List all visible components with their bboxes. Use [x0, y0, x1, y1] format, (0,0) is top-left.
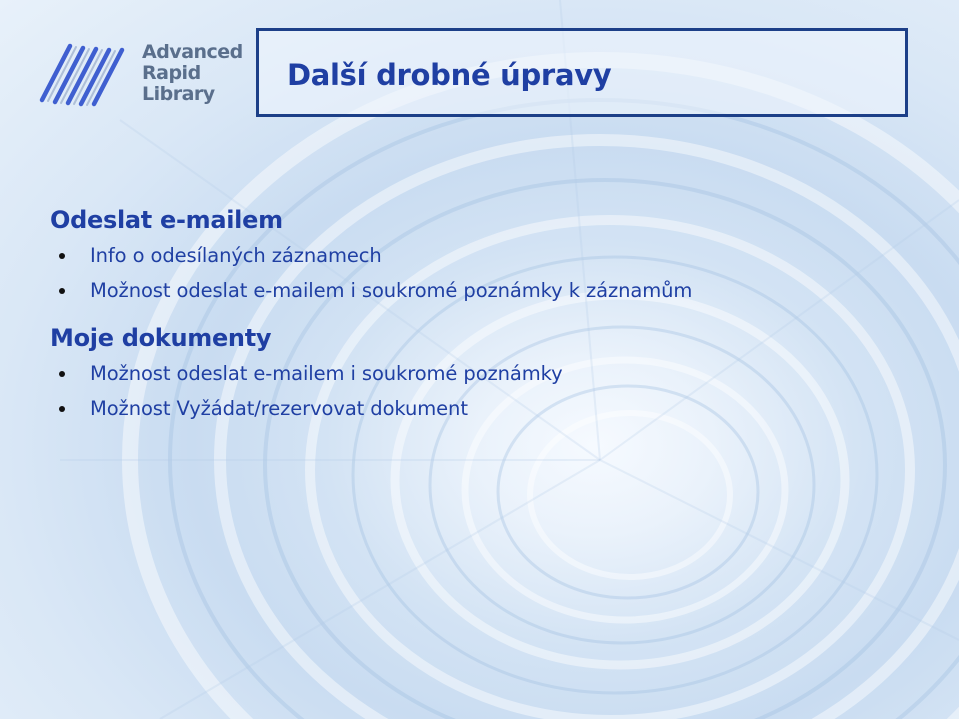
- list-item-text: Možnost Vyžádat/rezervovat dokument: [90, 397, 468, 420]
- list-item: [50, 273, 692, 308]
- list-item: [50, 391, 692, 426]
- list-item: [50, 238, 692, 273]
- list-item: [50, 356, 692, 391]
- slide-title-box: [256, 28, 908, 117]
- advanced-rapid-library-logo: [38, 40, 243, 110]
- bullet-icon: [59, 288, 65, 294]
- logo-line-library: Library: [142, 83, 215, 105]
- list-item-text: Možnost odeslat e-mailem i soukromé poznámky: [90, 362, 563, 385]
- bullet-list: [50, 356, 692, 426]
- section-heading: Moje dokumenty: [50, 324, 272, 352]
- section-heading: Odeslat e-mailem: [50, 206, 283, 234]
- bullet-icon: [59, 406, 65, 412]
- logo-line-rapid: Rapid: [142, 62, 201, 84]
- list-item-text: Možnost odeslat e-mailem i soukromé poznámky k záznamům: [90, 279, 693, 302]
- bullet-list: [50, 238, 692, 308]
- slide-title: Další drobné úpravy: [287, 58, 612, 92]
- bullet-icon: [59, 253, 65, 259]
- logo-text: [142, 42, 243, 105]
- logo-stripes-icon: [38, 40, 138, 110]
- section-odeslat-e-mailem: [50, 204, 692, 308]
- list-item-text: Info o odesílaných záznamech: [90, 244, 382, 267]
- logo-line-advanced: Advanced: [142, 41, 243, 63]
- bullet-icon: [59, 371, 65, 377]
- section-moje-dokumenty: [50, 322, 692, 426]
- slide-content: [50, 204, 692, 426]
